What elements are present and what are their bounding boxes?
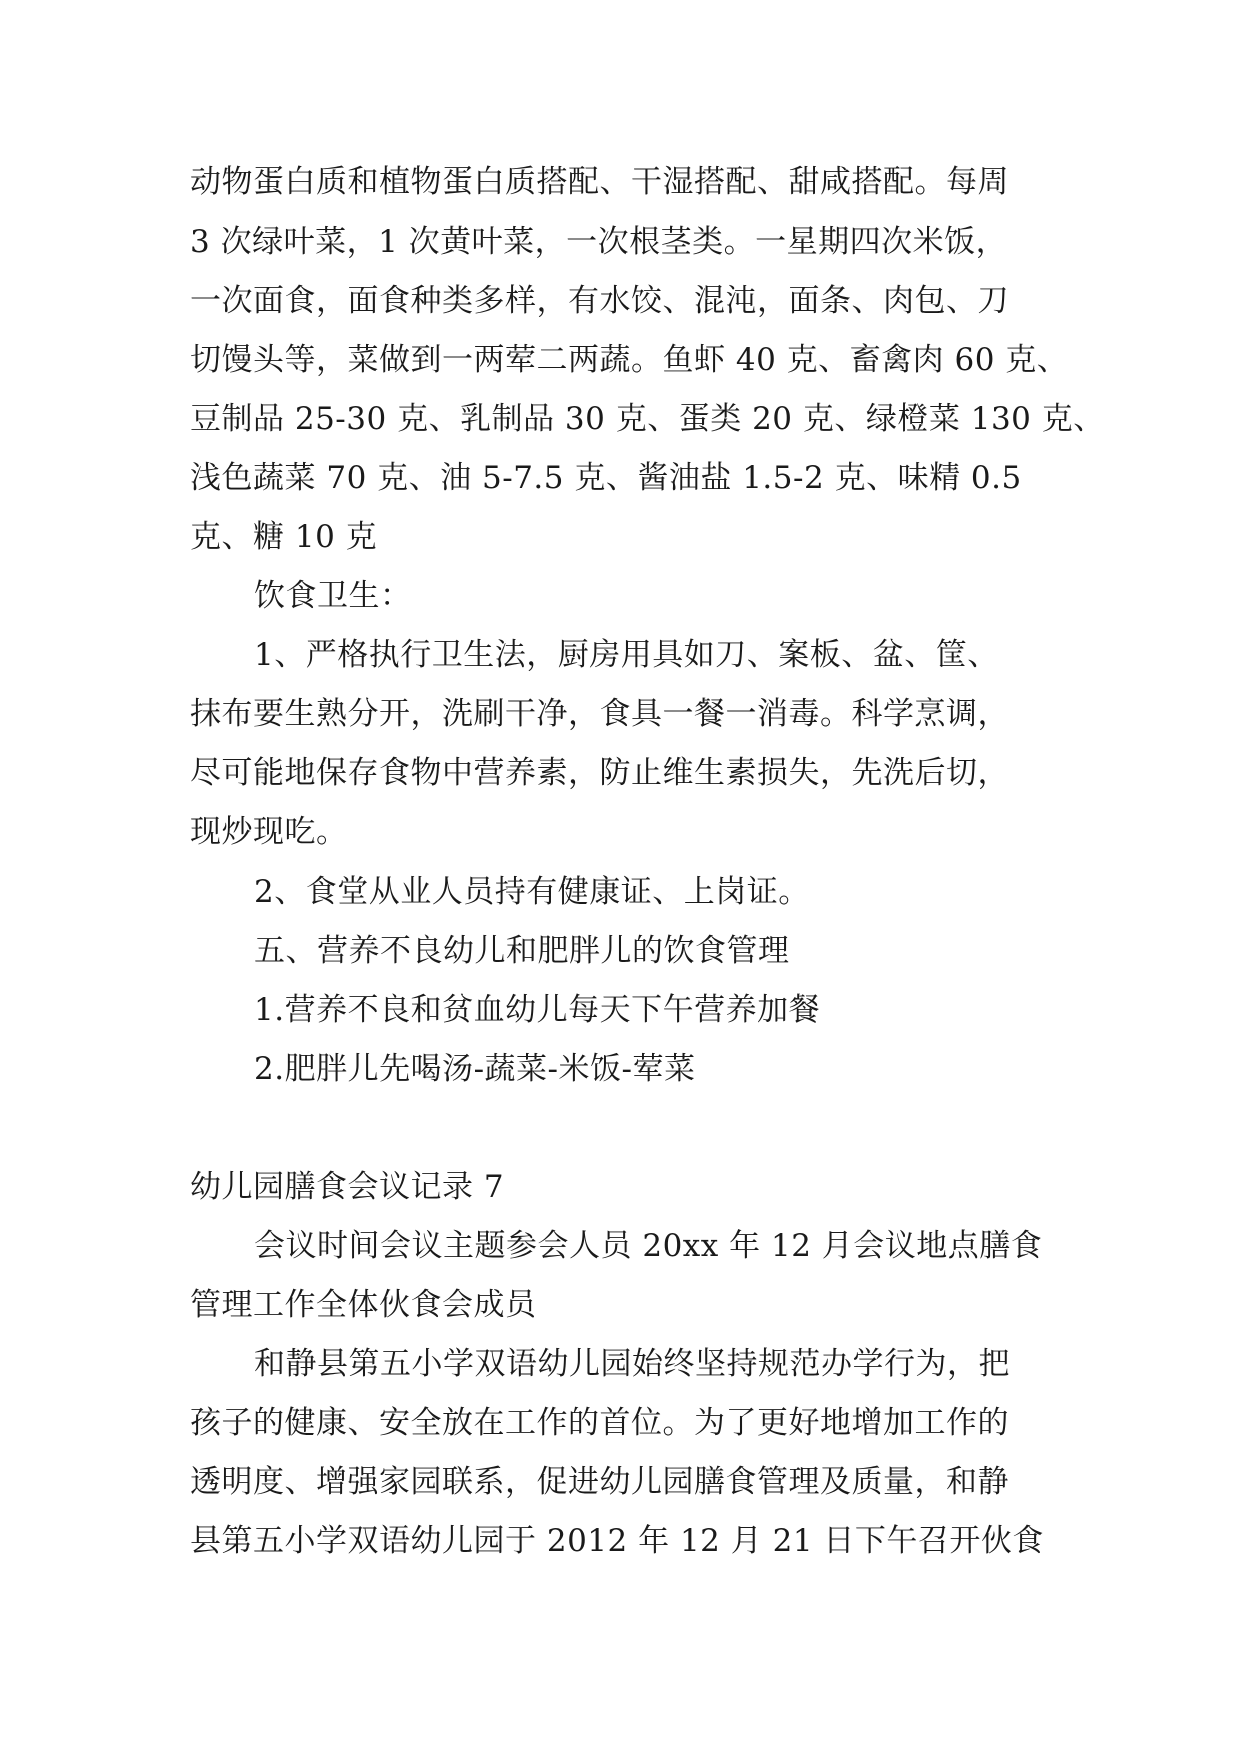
text-line: 豆制品 25-30 克、乳制品 30 克、蛋类 20 克、绿橙菜 130 克、	[190, 401, 1105, 437]
text-line: 1.营养不良和贫血幼儿每天下午营养加餐	[254, 992, 821, 1028]
text-line: 抹布要生熟分开，洗刷干净，食具一餐一消毒。科学烹调，	[190, 696, 1009, 732]
text-line: 县第五小学双语幼儿园于 2012 年 12 月 21 日下午召开伙食	[190, 1523, 1044, 1559]
text-line: 会议时间会议主题参会人员 20xx 年 12 月会议地点膳食	[254, 1228, 1043, 1264]
text-line: 透明度、增强家园联系，促进幼儿园膳食管理及质量，和静	[190, 1464, 1009, 1500]
section-heading-5: 五、营养不良幼儿和肥胖儿的饮食管理	[254, 933, 790, 969]
text-line: 孩子的健康、安全放在工作的首位。为了更好地增加工作的	[190, 1405, 1009, 1441]
text-line: 动物蛋白质和植物蛋白质搭配、干湿搭配、甜咸搭配。每周	[190, 164, 1009, 200]
section-heading-hygiene: 饮食卫生：	[254, 578, 412, 614]
text-line: 2、食堂从业人员持有健康证、上岗证。	[254, 874, 810, 910]
text-line: 浅色蔬菜 70 克、油 5-7.5 克、酱油盐 1.5-2 克、味精 0.5	[190, 460, 1022, 496]
text-line: 克、糖 10 克	[190, 519, 378, 555]
text-line: 切馒头等，菜做到一两荤二两蔬。鱼虾 40 克、畜禽肉 60 克、	[190, 342, 1069, 378]
text-line: 尽可能地保存食物中营养素，防止维生素损失，先洗后切，	[190, 755, 1009, 791]
text-line: 管理工作全体伙食会成员	[190, 1287, 537, 1323]
text-line: 一次面食，面食种类多样，有水饺、混沌，面条、肉包、刀	[190, 283, 1009, 319]
text-line: 和静县第五小学双语幼儿园始终坚持规范办学行为，把	[254, 1346, 1010, 1382]
record-title: 幼儿园膳食会议记录 7	[190, 1169, 505, 1205]
text-line: 1、严格执行卫生法，厨房用具如刀、案板、盆、筐、	[254, 637, 999, 673]
text-line: 现炒现吃。	[190, 814, 348, 850]
text-line: 3 次绿叶菜，1 次黄叶菜，一次根茎类。一星期四次米饭，	[190, 224, 1008, 260]
text-line: 2.肥胖儿先喝汤-蔬菜-米饭-荤菜	[254, 1051, 696, 1087]
